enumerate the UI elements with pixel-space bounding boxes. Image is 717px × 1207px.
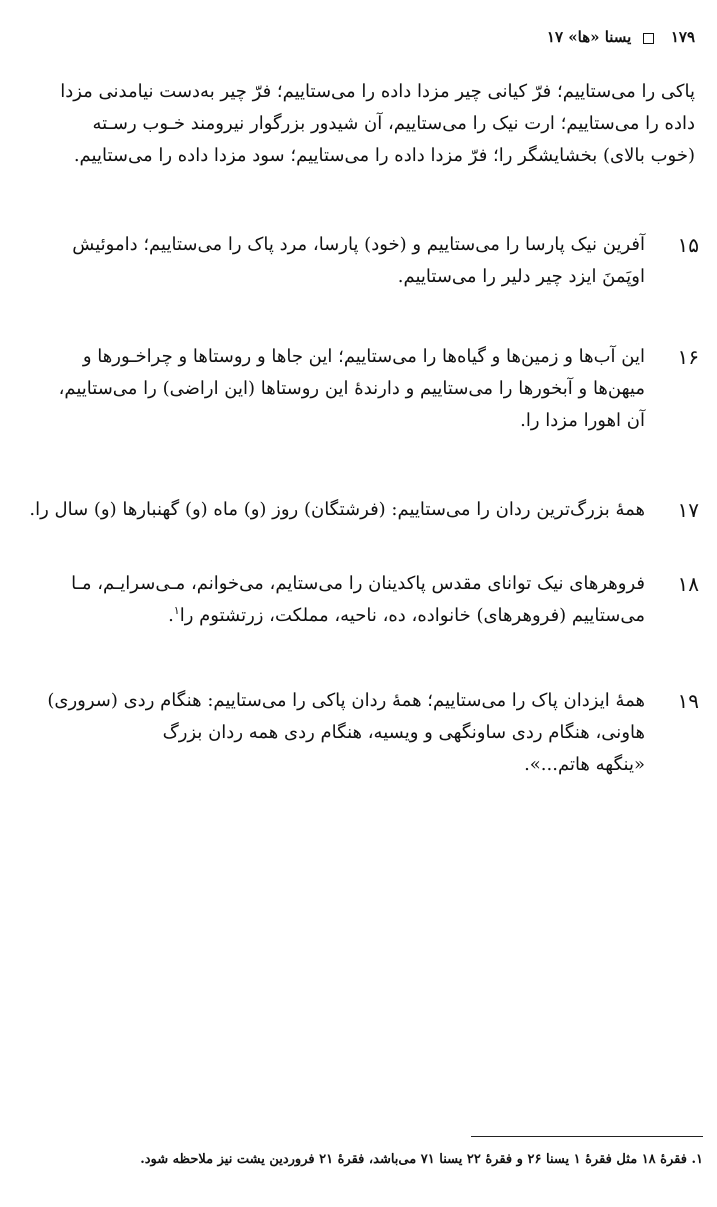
paragraph-15 xyxy=(22,229,645,293)
text-line: هاونی، هنگام ردی ساونگهی و ویسیه، هنگام ردی همه ردان بزرگ xyxy=(162,722,645,743)
text-line: همهٔ بزرگ‌ترین ردان را می‌ستاییم: (فرشتگان) روز (و) ماه (و) گهنبارها (و) سال را. xyxy=(29,499,645,520)
paragraph-17 xyxy=(22,494,645,526)
running-head xyxy=(22,28,695,46)
text-line: (خوب بالای) بخشایشگر را؛ فرّ مزدا داده را می‌ستاییم؛ سود مزدا داده را می‌ستاییم. xyxy=(73,145,695,166)
paragraph-19 xyxy=(22,685,645,781)
text-line: آن اهورا مزدا را. xyxy=(520,410,645,431)
text-line: داده را می‌ستاییم؛ ارت نیک را می‌ستاییم، آن شیدور بزرگوار نیرومند خـوب رسـته xyxy=(92,113,695,134)
text-line: این آب‌ها و زمین‌ها و گیاه‌ها را می‌ستاییم؛ این جاها و روستاها و چراخـورها و xyxy=(82,346,645,367)
page-number: ۱۷۹ xyxy=(670,28,695,46)
square-ornament-icon xyxy=(643,33,654,44)
text-line: فروهرهای نیک توانای مقدس پاکدینان را می‌ستایم، می‌خوانم، مـی‌سرایـم، مـا xyxy=(71,573,645,594)
text-line: اوپَمنَ ایزد چیر دلیر را می‌ستاییم. xyxy=(397,266,645,287)
paragraph-number: ۱۶ xyxy=(677,345,699,369)
text-line: میهن‌ها و آبخورها را می‌ستاییم و دارندهٔ این روستاها (این اراضی) را می‌ستاییم، xyxy=(58,378,645,399)
text-line: پاکی را می‌ستاییم؛ فرّ کیانی چیر مزدا داده را می‌ستاییم؛ فرّ چیر به‌دست نیامدنی مزدا xyxy=(60,81,695,102)
footnote: ۱. فقرهٔ ۱۸ مثل فقرهٔ ۱ یسنا ۲۶ و فقرهٔ ۲۲ یسنا ۷۱ می‌باشد، فقرهٔ ۲۱ فروردین یشت نیز ملاحظه شود. xyxy=(140,1152,703,1167)
paragraph-number: ۱۹ xyxy=(677,689,699,713)
line-end-punct: . xyxy=(168,605,174,626)
intro-paragraph xyxy=(22,76,695,172)
text-line: «ینگهه هاتم...». xyxy=(524,754,645,775)
paragraph-number: ۱۵ xyxy=(677,233,699,257)
line-text: می‌ستاییم (فروهرهای) خانواده، ده، ناحیه، مملکت، زرتشتوم را xyxy=(179,605,645,626)
paragraph-number: ۱۸ xyxy=(677,572,699,596)
text-line: همهٔ ایزدان پاک را می‌ستاییم؛ همهٔ ردان پاکی را می‌ستاییم: هنگام ردی (سروری) xyxy=(47,690,645,711)
footnote-ref[interactable]: ۱ xyxy=(173,604,180,617)
text-line xyxy=(22,600,645,632)
paragraph-16 xyxy=(22,341,645,437)
footnote-divider xyxy=(471,1136,703,1137)
paragraph-number: ۱۷ xyxy=(677,498,699,522)
text-line: آفرین نیک پارسا را می‌ستاییم و (خود) پارسا، مرد پاک را می‌ستاییم؛ داموئیش xyxy=(72,234,645,255)
section-title: یسنا «ها» ۱۷ xyxy=(546,28,632,46)
paragraph-18 xyxy=(22,568,645,632)
